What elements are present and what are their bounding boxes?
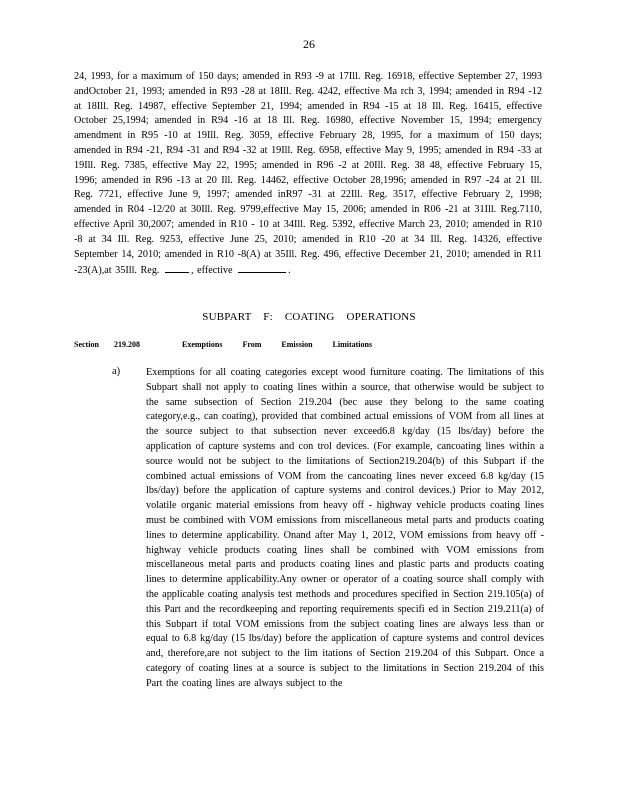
- blank-line: [238, 262, 286, 273]
- section-title: Exemptions From Emission Limitations: [182, 340, 373, 349]
- paragraph-marker: a): [112, 366, 121, 377]
- source-history-note: [74, 70, 542, 279]
- history-end-punct-2: .: [288, 265, 291, 277]
- history-end-punct-1: ,: [191, 265, 194, 277]
- blank-line: [165, 262, 189, 273]
- section-heading: [74, 340, 544, 349]
- page-number: 26: [303, 37, 315, 51]
- history-text: 24, 1993, for a maximum of 150 days; amended in R93 -9 at 17Ill. Reg. 16918, effective September 27, 1993 andOctober 21, 1993; amended in R93 -28 at 18Ill. Reg. 4242, effective Ma rch 3, 1994; amended in R94 -12 at 18Ill. Reg. 14987, effective September 21, 1994; amended in R94 -15 at 18 Ill. Reg. 16415, effective October 25,1994; amended in R94 -16 at 18 Ill. Reg. 16980, effective November 15, 1994; emergency amendment in R95 -10 at 19Ill. Reg. 3059, effective February 28, 1995, for a maximum of 150 days; amended in R94 -21, R94 -31 and R94 -32 at 19Ill. Reg. 6958, effective May 9, 1995; amended in R94 -33 at 19Ill. Reg. 7385, effective May 22, 1995; amended in R96 -2 at 20Ill. Reg. 38 48, effective February 15, 1996; amended in R96 -13 at 20 Ill. Reg. 14462, effective October 28,1996; amended in R97 -24 at 21 Ill. Reg. 7721, effective June 9, 1997; amended inR97 -31 at 22Ill. Reg. 3517, effective February 2, 1998; amended in R04 -12/20 at 30Ill. Reg. 9799,effective May 15, 2006; amended in R06 -21 at 31Ill. Reg.7110, effective April 30,2007; amended in R10 - 10 at 34Ill. Reg. 5392, effective March 23, 2010; amended in R10 -8 at 34 Ill. Reg. 9253, effective June 25, 2010; amended in R10 -20 at 34 Ill. Reg. 14326, effective September 14, 2010; amended in R10 -8(A) at 35Ill. Reg. 496, effective December 21, 2010; amended in R11 -23(A),at 35Ill. Reg.: [74, 71, 542, 277]
- section-label: Section: [74, 340, 99, 349]
- paragraph-text: Exemptions for all coating categories except wood furniture coating. The limitations of this Subpart shall not apply to coating lines within a source, that otherwise would be subject to the same subsection of Section 219.204 (bec ause they belong to the same coating category,e.g., can coating), provided that combined actual emissions of VOM from all lines at the source subject to that subsection never exceed6.8 kg/day (15 lbs/day) before the application of capture systems and con trol devices. (For example, cancoating lines within a source would not be subject to the limitations of Section219.204(b) of this Subpart if the combined actual emissions of VOM from the cancoating lines never exceed 6.8 kg/day (15 lbs/day) before the application of capture systems and control devices.) Prior to May 2012, volatile organic material emissions from heavy off - highway vehicle products coating lines must be combined with VOM emissions from miscellaneous metal parts and products coating lines to determine applicability. Onand after May 1, 2012, VOM emissions from heavy off - highway vehicle products coating lines shall be combined with VOM emissions from miscellaneous metal parts and products coating lines and plastic parts and products coating lines to determine applicability.Any owner or operator of a coating source shall comply with the applicable coating analysis test methods and procedures specified in Section 219.105(a) of this Part and the recordkeeping and reporting requirements specifi ed in Section 219.211(a) of this Subpart if total VOM emissions from the subject coating lines are always less than or equal to 6.8 kg/day (15 lbs/day) before the application of capture systems and control devices and, therefore,are not subject to the lim itations of Section 219.204 of this Subpart. Once a category of coating lines at a source is subject to the limitations in Section 219.204 of this Part the coating lines are always subject to the: [146, 367, 544, 689]
- subpart-title: SUBPART F: COATING OPERATIONS: [202, 311, 416, 323]
- section-number: 219.208: [114, 340, 140, 349]
- history-tail-word: effective: [197, 265, 233, 277]
